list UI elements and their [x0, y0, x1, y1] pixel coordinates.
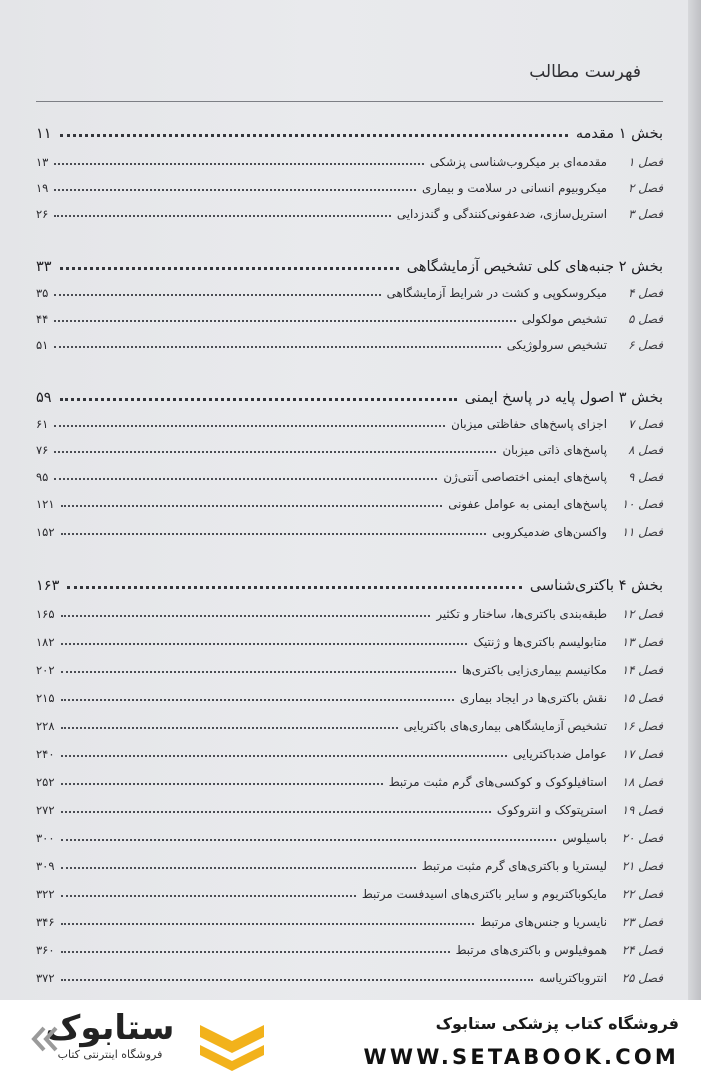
dot-leader — [61, 979, 533, 981]
section-label: بخش ۳ اصول پایه در پاسخ ایمنی — [464, 390, 663, 406]
chapter-number: فصل ۷ — [628, 417, 663, 431]
dot-leader — [61, 895, 356, 897]
setabook-logo-icon — [196, 1017, 268, 1071]
section-page: ۵۹ — [36, 390, 52, 406]
chapter-row[interactable] — [36, 175, 663, 195]
section-3-heading[interactable] — [36, 384, 663, 406]
chapter-row[interactable] — [36, 332, 663, 352]
chapter-number: فصل ۲۵ — [621, 971, 663, 985]
chapter-page: ۱۸۲ — [36, 635, 55, 649]
chapter-number: فصل ۱۷ — [621, 747, 663, 761]
chapter-number: فصل ۱۹ — [621, 803, 663, 817]
chapter-row[interactable] — [36, 825, 663, 845]
dot-leader — [61, 643, 468, 645]
dot-leader — [54, 425, 445, 427]
dot-leader — [54, 320, 515, 322]
chapter-row[interactable] — [36, 769, 663, 789]
chapter-row[interactable] — [36, 464, 663, 484]
dot-leader — [60, 267, 399, 270]
chapter-row[interactable] — [36, 629, 663, 649]
chapter-number: فصل ۲ — [628, 181, 663, 195]
chapter-title: اجزای پاسخ‌های حفاظتی میزبان — [451, 417, 607, 431]
dot-leader — [61, 727, 398, 729]
chapter-page: ۲۰۲ — [36, 663, 55, 677]
chapter-page: ۳۰۹ — [36, 859, 55, 873]
chapter-title: لیستریا و باکتری‌های گرم مثبت مرتبط — [421, 859, 607, 873]
dot-leader — [61, 615, 431, 617]
chapter-page: ۵۱ — [36, 338, 49, 352]
chapter-number: فصل ۲۳ — [621, 915, 663, 929]
chapter-title: میکروبیوم انسانی در سلامت و بیماری — [421, 181, 607, 195]
chapter-title: میکروسکوپی و کشت در شرایط آزمایشگاهی — [386, 286, 607, 300]
chapter-row[interactable] — [36, 657, 663, 677]
chapter-number: فصل ۱ — [628, 155, 663, 169]
dot-leader — [61, 699, 454, 701]
chapter-page: ۱۳ — [36, 155, 49, 169]
dot-leader — [60, 134, 568, 137]
logo-tagline: فروشگاه اینترنتی کتاب — [57, 1048, 163, 1061]
chapter-page: ۳۴۶ — [36, 915, 55, 929]
chapter-row[interactable] — [36, 519, 663, 539]
chapter-number: فصل ۳ — [628, 207, 663, 221]
chapter-page: ۲۱۵ — [36, 691, 55, 705]
chapter-page: ۲۵۲ — [36, 775, 55, 789]
dot-leader — [61, 951, 450, 953]
dot-leader — [61, 505, 443, 507]
chapter-page: ۳۲۲ — [36, 887, 55, 901]
chapter-number: فصل ۱۳ — [621, 635, 663, 649]
chapter-title: استرپتوکک و انتروکوک — [496, 803, 607, 817]
dot-leader — [61, 755, 507, 757]
chapter-number: فصل ۱۲ — [621, 607, 663, 621]
chapter-number: فصل ۱۶ — [621, 719, 663, 733]
dot-leader — [61, 533, 487, 535]
dot-leader — [60, 398, 457, 401]
chapter-page: ۳۷۲ — [36, 971, 55, 985]
chapter-page: ۳۵ — [36, 286, 49, 300]
chapter-title: متابولیسم باکتری‌ها و ژنتیک — [473, 635, 607, 649]
chapter-page: ۴۴ — [36, 312, 49, 326]
chapter-page: ۷۶ — [36, 443, 49, 457]
store-footer-banner — [0, 1000, 701, 1080]
chapter-page: ۱۹ — [36, 181, 49, 195]
chapter-title: تشخیص مولکولی — [521, 312, 607, 326]
chapter-number: فصل ۱۰ — [621, 497, 663, 511]
dot-leader — [54, 163, 423, 165]
chapter-title: پاسخ‌های ذاتی میزبان — [502, 443, 607, 457]
chapter-page: ۲۶ — [36, 207, 49, 221]
section-2-heading[interactable] — [36, 253, 663, 275]
chapter-page: ۲۷۲ — [36, 803, 55, 817]
chapter-row[interactable] — [36, 853, 663, 873]
chapter-page: ۲۲۸ — [36, 719, 55, 733]
chapter-page: ۳۰۰ — [36, 831, 55, 845]
chapter-number: فصل ۲۴ — [621, 943, 663, 957]
store-url[interactable]: WWW.SETABOOK.COM — [363, 1045, 679, 1069]
section-4-heading[interactable] — [36, 572, 663, 594]
chapter-row[interactable] — [36, 797, 663, 817]
section-1-heading[interactable] — [36, 120, 663, 142]
chapter-row[interactable] — [36, 601, 663, 621]
chapter-page: ۶۱ — [36, 417, 49, 431]
chapter-row[interactable] — [36, 881, 663, 901]
section-page: ۳۳ — [36, 259, 52, 275]
chapter-number: فصل ۱۵ — [621, 691, 663, 705]
dot-leader — [61, 923, 475, 925]
chapter-row[interactable] — [36, 685, 663, 705]
chapter-row[interactable] — [36, 965, 663, 985]
chapter-title: نایسریا و جنس‌های مرتبط — [480, 915, 607, 929]
chapter-page: ۳۶۰ — [36, 943, 55, 957]
section-label: بخش ۱ مقدمه — [575, 126, 663, 142]
chapter-title: تشخیص سرولوژیکی — [506, 338, 607, 352]
chapter-number: فصل ۲۱ — [621, 859, 663, 873]
double-chevron-left-icon — [28, 1022, 62, 1056]
chapter-row[interactable] — [36, 280, 663, 300]
chapter-title: استافیلوکوک و کوکسی‌های گرم مثبت مرتبط — [388, 775, 607, 789]
chapter-row[interactable] — [36, 437, 663, 457]
dot-leader — [61, 783, 383, 785]
chapter-title: نقش باکتری‌ها در ایجاد بیماری — [459, 691, 607, 705]
chapter-row[interactable] — [36, 937, 663, 957]
chapter-row[interactable] — [36, 201, 663, 221]
chapter-title: هموفیلوس و باکتری‌های مرتبط — [455, 943, 607, 957]
chapter-row[interactable] — [36, 149, 663, 169]
chapter-number: فصل ۴ — [628, 286, 663, 300]
dot-leader — [54, 478, 437, 480]
chapter-number: فصل ۶ — [628, 338, 663, 352]
dot-leader — [61, 839, 557, 841]
logo-wordmark: ستابوک — [45, 1008, 175, 1048]
dot-leader — [54, 451, 496, 453]
page-edge-shadow — [688, 0, 701, 1000]
chapter-title: عوامل ضدباکتریایی — [512, 747, 607, 761]
dot-leader — [54, 189, 416, 191]
dot-leader — [54, 346, 500, 348]
dot-leader — [67, 586, 521, 589]
chapter-number: فصل ۱۴ — [621, 663, 663, 677]
chapter-title: طبقه‌بندی باکتری‌ها، ساختار و تکثیر — [436, 607, 607, 621]
chapter-row[interactable] — [36, 411, 663, 431]
chapter-page: ۲۴۰ — [36, 747, 55, 761]
chapter-row[interactable] — [36, 713, 663, 733]
chapter-number: فصل ۱۱ — [621, 525, 663, 539]
chapter-title: واکسن‌های ضدمیکروبی — [492, 525, 607, 539]
chapter-title: مقدمه‌ای بر میکروب‌شناسی پزشکی — [429, 155, 607, 169]
store-name: فروشگاه کتاب پزشکی ستابوک — [435, 1014, 679, 1033]
dot-leader — [54, 294, 380, 296]
dot-leader — [54, 215, 391, 217]
chapter-row[interactable] — [36, 909, 663, 929]
chapter-title: مکانیسم بیماری‌زایی باکتری‌ها — [461, 663, 607, 677]
chapter-number: فصل ۲۰ — [621, 831, 663, 845]
section-label: بخش ۲ جنبه‌های کلی تشخیص آزمایشگاهی — [406, 259, 663, 275]
chapter-number: فصل ۹ — [628, 470, 663, 484]
chapter-row[interactable] — [36, 306, 663, 326]
toc-title: فهرست مطالب — [529, 62, 641, 82]
chapter-title: استریل‌سازی، ضدعفونی‌کنندگی و گندزدایی — [396, 207, 607, 221]
section-label: بخش ۴ باکتری‌شناسی — [529, 578, 663, 594]
chapter-page: ۹۵ — [36, 470, 49, 484]
chapter-number: فصل ۵ — [628, 312, 663, 326]
section-page: ۱۱ — [36, 126, 52, 142]
title-divider — [36, 101, 663, 102]
chapter-row[interactable] — [36, 491, 663, 511]
chapter-number: فصل ۱۸ — [621, 775, 663, 789]
chapter-title: پاسخ‌های ایمنی اختصاصی آنتی‌ژن — [443, 470, 607, 484]
chapter-title: انتروباکتریاسه — [539, 971, 607, 985]
chapter-page: ۱۵۲ — [36, 525, 55, 539]
chapter-page: ۱۶۵ — [36, 607, 55, 621]
chapter-title: پاسخ‌های ایمنی به عوامل عفونی — [448, 497, 607, 511]
chapter-row[interactable] — [36, 741, 663, 761]
chapter-title: مایکوباکتریوم و سایر باکتری‌های اسیدفست مرتبط — [361, 887, 607, 901]
chapter-title: باسیلوس — [562, 831, 607, 845]
section-page: ۱۶۳ — [36, 578, 60, 594]
chapter-number: فصل ۲۲ — [621, 887, 663, 901]
dot-leader — [61, 867, 416, 869]
chapter-title: تشخیص آزمایشگاهی بیماری‌های باکتریایی — [403, 719, 607, 733]
chapter-page: ۱۲۱ — [36, 497, 55, 511]
chapter-number: فصل ۸ — [628, 443, 663, 457]
dot-leader — [61, 811, 491, 813]
dot-leader — [61, 671, 456, 673]
